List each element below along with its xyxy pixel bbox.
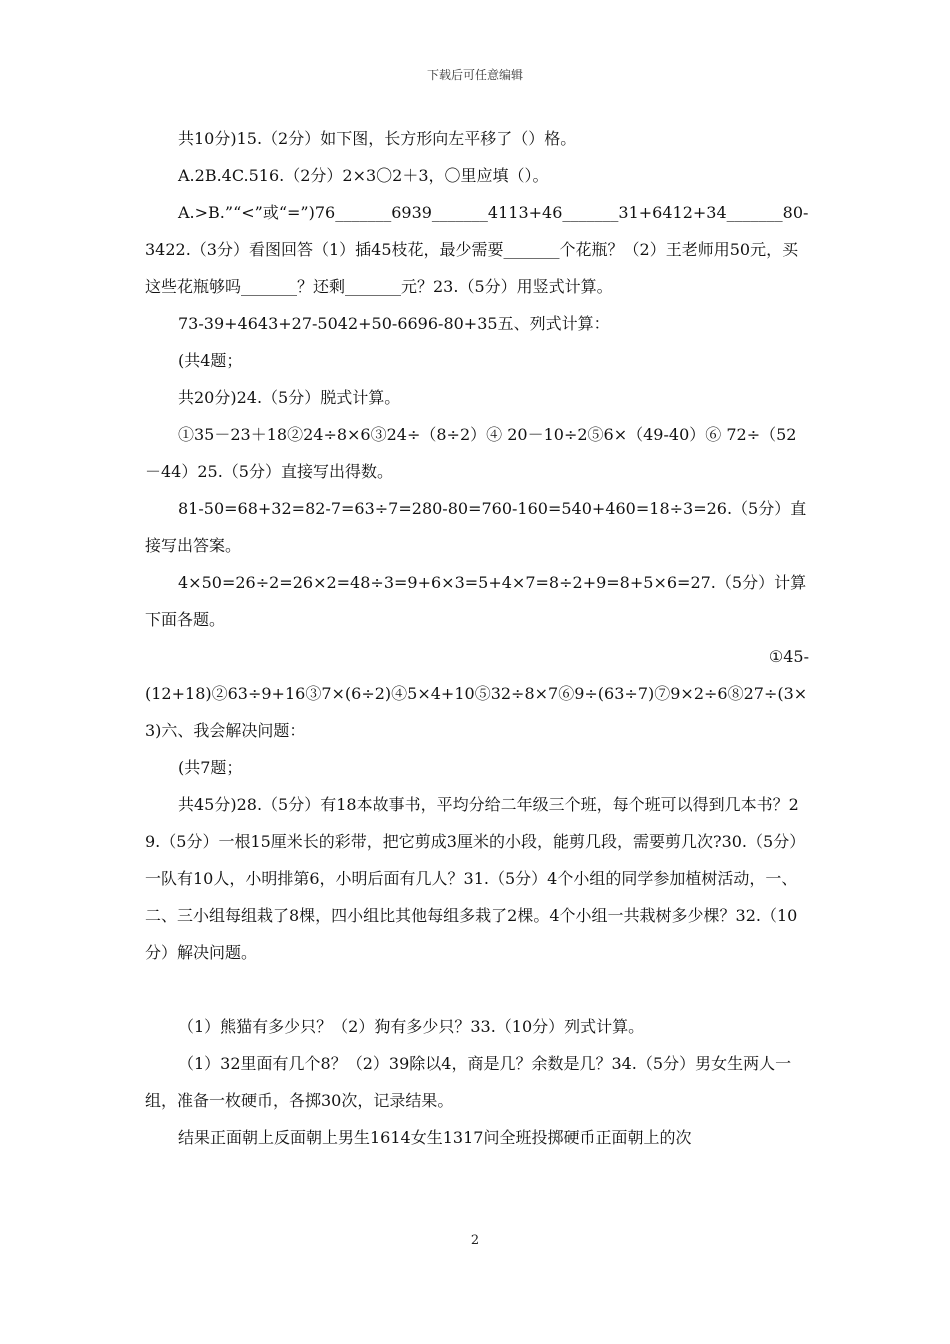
paragraph: ①45- xyxy=(768,647,809,666)
paragraph: 结果正面朝上反面朝上男生1614女生1317问全班投掷硬币正面朝上的次 xyxy=(178,1128,692,1147)
paragraph: A.>B.”“<”或“=”)76_______6939_______4113+46_______31+6412+34_______80-3422.（3分）看图回答（1）插45枝花，最少需要_______个花瓶？（2）王老师用50元，买这些花瓶够吗_______？还剩_______元？23.（5分）用竖式计算。 xyxy=(145,203,809,296)
paragraph: (共7题； xyxy=(178,758,243,777)
paragraph: 81-50=68+32=82-7=63÷7=280-80=760-160=540+460=18÷3=26.（5分）直接写出答案。 xyxy=(145,499,807,555)
paragraph: 共20分)24.（5分）脱式计算。 xyxy=(178,388,401,407)
paragraph: （1）熊猫有多少只？（2）狗有多少只？33.（10分）列式计算。 xyxy=(178,1017,645,1036)
page-number: 2 xyxy=(470,1233,480,1248)
paragraph: 4×50=26÷2=26×2=48÷3=9+6×3=5+4×7=8÷2+9=8+5×6=27.（5分）计算下面各题。 xyxy=(145,573,807,629)
paragraph: A.2B.4C.516.（2分）2×3〇2＋3，〇里应填（）。 xyxy=(178,166,549,185)
paragraph: （1）32里面有几个8？（2）39除以4，商是几？余数是几？34.（5分）男女生两人一组，准备一枚硬币，各掷30次，记录结果。 xyxy=(145,1054,792,1110)
document-body xyxy=(145,120,809,1156)
paragraph: 共45分)28.（5分）有18本故事书，平均分给二年级三个班，每个班可以得到几本书？29.（5分）一根15厘米长的彩带，把它剪成3厘米的小段，能剪几段，需要剪几次?30.（5分）一队有10人，小明排第6，小明后面有几人？31.（5分）4个小组的同学参加植树活动，一、二、三小组每组栽了8棵，四小组比其他每组多栽了2棵。4个小组一共栽树多少棵？32.（10分）解决问题。 xyxy=(145,795,806,962)
page-header: 下载后可任意编辑 xyxy=(426,68,523,82)
paragraph: (共4题； xyxy=(178,351,243,370)
paragraph: (12+18)②63÷9+16③7×(6÷2)④5×4+10⑤32÷8×7⑥9÷(63÷7)⑦9×2÷6⑧27÷(3×3)六、我会解决问题： xyxy=(145,684,808,740)
paragraph: 73-39+4643+27-5042+50-6696-80+35五、列式计算： xyxy=(178,314,610,333)
paragraph: 共10分)15.（2分）如下图，长方形向左平移了（）格。 xyxy=(178,129,577,148)
paragraph: ①35－23＋18②24÷8×6③24÷（8÷2）④ 20－10÷2⑤6×（49-40）⑥ 72÷（52－44）25.（5分）直接写出得数。 xyxy=(145,425,797,481)
